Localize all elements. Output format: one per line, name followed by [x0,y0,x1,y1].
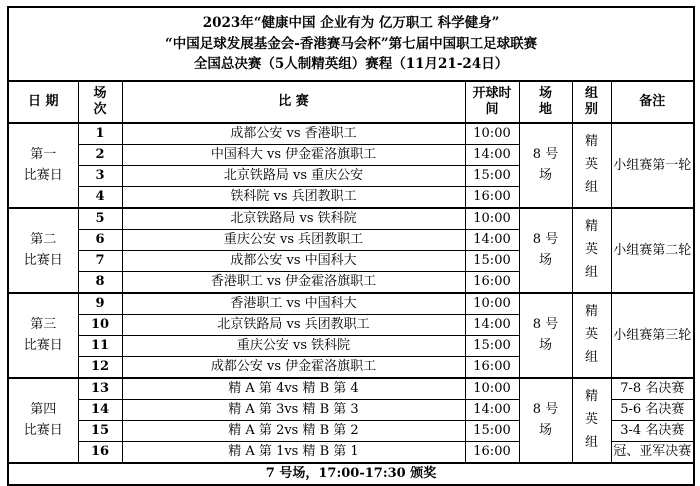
match-day-line-1: 第三 [30,316,57,332]
venue-line-2: 场 [538,167,552,183]
kickoff-time: 10:00 [465,293,519,315]
game-number: 16 [78,442,122,464]
match-day-line-2: 比赛日 [23,167,63,183]
game-number: 12 [78,357,122,379]
table-row [8,123,694,145]
match-teams: 中国科大 vs 伊金霍洛旗职工 [122,145,465,166]
group-line-2: 英 [584,327,598,343]
match-teams: 成都公安 vs 香港职工 [122,123,465,145]
kickoff-time: 14:00 [465,230,519,251]
header-venue-line-2: 地 [538,102,552,117]
venue-line-1: 8 号 [532,231,559,247]
header-venue [519,81,572,123]
group-line-1: 精 [584,134,598,150]
header-group-line-2: 别 [584,102,598,117]
round-remark: 小组赛第二轮 [611,208,694,293]
header-group-line-1: 组 [584,86,598,102]
match-teams: 成都公安 vs 伊金霍洛旗职工 [122,357,465,379]
match-remark: 冠、亚军决赛 [611,442,694,464]
schedule-body [8,123,694,463]
game-number: 14 [78,400,122,421]
match-day-label [8,208,78,293]
game-number: 9 [78,293,122,315]
table-row [8,293,694,315]
kickoff-time: 15:00 [465,421,519,442]
game-number: 2 [78,145,122,166]
match-teams: 香港职工 vs 中国科大 [122,293,465,315]
kickoff-time: 14:00 [465,400,519,421]
match-teams: 重庆公安 vs 兵团教职工 [122,230,465,251]
venue-line-2: 场 [538,252,552,268]
group-line-2: 英 [584,157,598,173]
round-remark: 小组赛第三轮 [611,293,694,378]
header-game-no [78,81,122,123]
kickoff-time: 16:00 [465,442,519,464]
match-teams: 重庆公安 vs 铁科院 [122,336,465,357]
match-teams: 北京铁路局 vs 重庆公安 [122,166,465,187]
match-teams: 北京铁路局 vs 兵团教职工 [122,315,465,336]
table-row [8,208,694,230]
match-day-line-1: 第四 [30,401,57,417]
kickoff-time: 10:00 [465,378,519,400]
match-teams: 精 A 第 4vs 精 B 第 4 [122,378,465,400]
venue [519,123,572,208]
venue-line-2: 场 [538,337,552,353]
round-remark: 小组赛第一轮 [611,123,694,208]
group [572,378,611,463]
kickoff-time: 10:00 [465,123,519,145]
title-line-2: “中国足球发展基金会-香港赛马会杯”第七届中国职工足球联赛 [164,35,538,52]
title-row [8,7,694,81]
game-number: 7 [78,251,122,272]
kickoff-time: 15:00 [465,166,519,187]
kickoff-time: 10:00 [465,208,519,230]
game-number: 13 [78,378,122,400]
group-line-1: 精 [584,219,598,235]
header-row [8,81,694,123]
header-kickoff [465,81,519,123]
match-day-label [8,293,78,378]
match-day-line-1: 第二 [30,231,57,247]
game-number: 10 [78,315,122,336]
match-teams: 精 A 第 3vs 精 B 第 3 [122,400,465,421]
title-line-3: 全国总决赛（5人制精英组）赛程（11月21-24日） [193,56,509,73]
venue-line-1: 8 号 [532,401,559,417]
kickoff-time: 16:00 [465,272,519,294]
group-line-1: 精 [584,304,598,320]
header-game-no-line-2: 次 [93,102,107,117]
header-date: 日 期 [8,81,78,123]
header-venue-line-1: 场 [538,86,552,102]
footer-row [8,463,694,485]
game-number: 5 [78,208,122,230]
game-number: 11 [78,336,122,357]
schedule-page [7,6,693,486]
match-teams: 成都公安 vs 中国科大 [122,251,465,272]
header-kickoff-line-2: 间 [485,102,499,117]
header-group [572,81,611,123]
header-game-no-line-1: 场 [93,86,107,102]
match-teams: 精 A 第 2vs 精 B 第 2 [122,421,465,442]
kickoff-time: 15:00 [465,336,519,357]
group-line-1: 精 [584,389,598,405]
venue-line-1: 8 号 [532,146,559,162]
group [572,123,611,208]
game-number: 15 [78,421,122,442]
kickoff-time: 16:00 [465,187,519,209]
venue [519,208,572,293]
game-number: 3 [78,166,122,187]
header-match: 比 赛 [122,81,465,123]
match-day-label [8,378,78,463]
match-day-line-2: 比赛日 [23,422,63,438]
group-line-3: 组 [584,179,598,195]
match-day-label [8,123,78,208]
title-line-1: 2023年“健康中国 企业有为 亿万职工 科学健身” [202,14,500,31]
match-day-line-2: 比赛日 [23,252,63,268]
match-remark: 3-4 名决赛 [611,421,694,442]
kickoff-time: 16:00 [465,357,519,379]
kickoff-time: 15:00 [465,251,519,272]
document-title [8,7,694,81]
schedule-table [7,6,695,486]
venue [519,378,572,463]
header-remarks: 备注 [611,81,694,123]
venue-line-2: 场 [538,422,552,438]
group [572,208,611,293]
game-number: 8 [78,272,122,294]
match-teams: 精 A 第 1vs 精 B 第 1 [122,442,465,464]
venue-line-1: 8 号 [532,316,559,332]
group-line-2: 英 [584,412,598,428]
table-row [8,378,694,400]
match-teams: 铁科院 vs 兵团教职工 [122,187,465,209]
game-number: 4 [78,187,122,209]
match-remark: 7-8 名决赛 [611,378,694,400]
kickoff-time: 14:00 [465,315,519,336]
award-ceremony-note: 7 号场，17:00-17:30 颁奖 [8,463,694,485]
kickoff-time: 14:00 [465,145,519,166]
group [572,293,611,378]
group-line-2: 英 [584,242,598,258]
game-number: 6 [78,230,122,251]
group-line-3: 组 [584,264,598,280]
group-line-3: 组 [584,434,598,450]
header-kickoff-line-1: 开球时 [472,86,512,102]
game-number: 1 [78,123,122,145]
match-day-line-1: 第一 [30,146,57,162]
group-line-3: 组 [584,349,598,365]
match-remark: 5-6 名决赛 [611,400,694,421]
match-day-line-2: 比赛日 [23,337,63,353]
venue [519,293,572,378]
match-teams: 香港职工 vs 伊金霍洛旗职工 [122,272,465,294]
match-teams: 北京铁路局 vs 铁科院 [122,208,465,230]
